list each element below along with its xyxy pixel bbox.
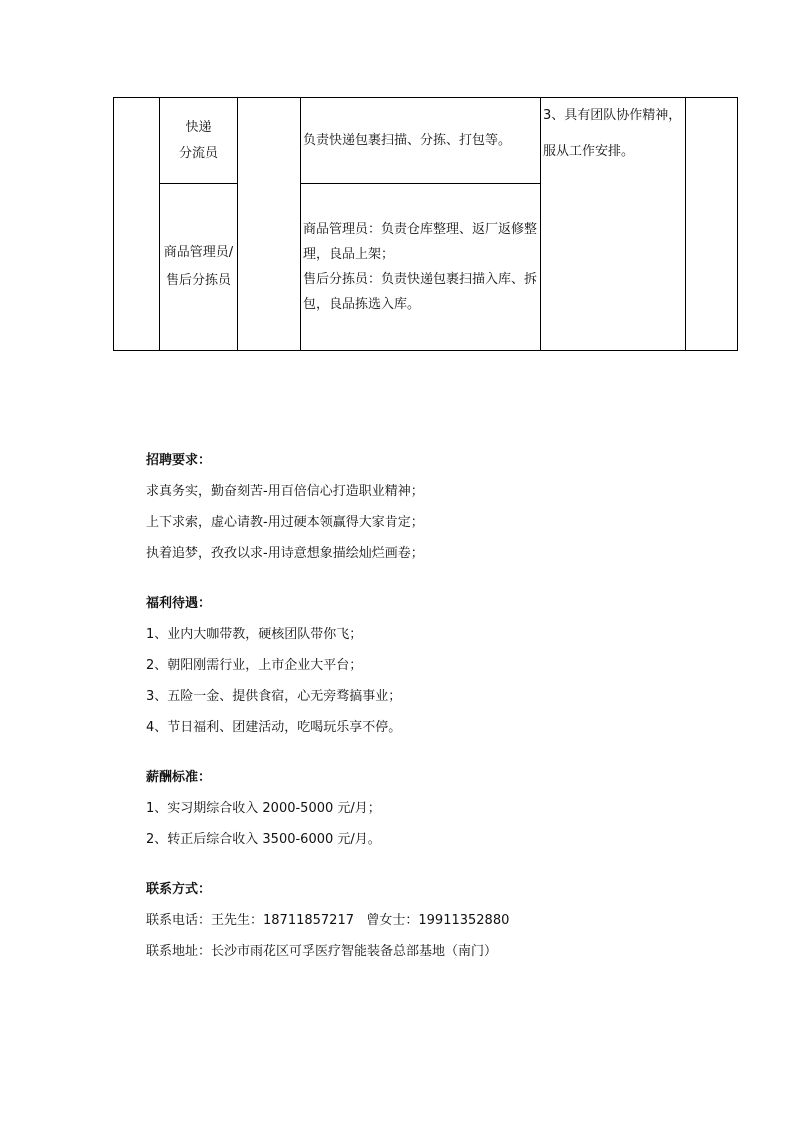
benefits-line: 1、业内大咖带教，硬核团队带你飞； bbox=[146, 627, 363, 642]
duties-line: 理，良品上架； bbox=[303, 246, 395, 262]
section-title: 联系方式： bbox=[146, 882, 212, 897]
benefits-line: 2、朝阳刚需行业，上市企业大平台； bbox=[146, 658, 363, 673]
recruitment-section bbox=[146, 452, 706, 563]
contact-section bbox=[146, 881, 706, 961]
salary-section bbox=[146, 769, 706, 849]
position-cell bbox=[160, 184, 238, 351]
recruitment-line: 求真务实，勤奋刻苦-用百倍信心打造职业精神； bbox=[146, 484, 424, 499]
job-info-sections bbox=[146, 452, 706, 961]
benefits-line: 3、五险一金、提供食宿，心无旁骛搞事业； bbox=[146, 689, 402, 704]
empty-cell bbox=[114, 98, 160, 351]
job-table bbox=[113, 97, 738, 351]
position-line: 分流员 bbox=[178, 145, 218, 161]
requirements-line: 3、具有团队协作精神， bbox=[543, 108, 682, 123]
duties-cell bbox=[301, 98, 541, 184]
benefits-section bbox=[146, 595, 706, 737]
table-row bbox=[114, 98, 738, 184]
recruitment-line: 执着追梦，孜孜以求-用诗意想象描绘灿烂画卷； bbox=[146, 546, 424, 561]
salary-line: 1、实习期综合收入 2000-5000 元/月； bbox=[146, 801, 381, 816]
recruitment-line: 上下求索，虚心请教-用过硬本领赢得大家肯定； bbox=[146, 515, 424, 530]
duties-line: 包，良品拣选入库。 bbox=[303, 296, 421, 312]
empty-cell bbox=[238, 98, 301, 351]
section-title: 福利待遇： bbox=[146, 596, 212, 611]
position-line: 快递 bbox=[185, 119, 212, 135]
section-title: 招聘要求： bbox=[146, 453, 212, 468]
duties-line: 负责快递包裹扫描、分拣、打包等。 bbox=[303, 132, 512, 148]
requirements-cell bbox=[541, 98, 686, 351]
empty-cell bbox=[686, 98, 738, 351]
duties-line: 商品管理员：负责仓库整理、返厂返修整 bbox=[303, 221, 538, 237]
contact-address: 联系地址：长沙市雨花区可孚医疗智能装备总部基地（南门） bbox=[146, 944, 498, 959]
duties-line: 售后分拣员：负责快递包裹扫描入库、拆 bbox=[303, 271, 538, 287]
position-line: 售后分拣员 bbox=[165, 273, 231, 288]
contact-phone: 联系电话：王先生：18711857217 曾女士：19911352880 bbox=[146, 913, 510, 928]
duties-cell bbox=[301, 184, 541, 351]
salary-line: 2、转正后综合收入 3500-6000 元/月。 bbox=[146, 832, 381, 847]
section-title: 薪酬标准： bbox=[146, 770, 212, 785]
position-cell bbox=[160, 98, 238, 184]
benefits-line: 4、节日福利、团建活动，吃喝玩乐享不停。 bbox=[146, 720, 402, 735]
position-line: 商品管理员/ bbox=[163, 245, 234, 260]
requirements-line: 服从工作安排。 bbox=[543, 144, 635, 159]
